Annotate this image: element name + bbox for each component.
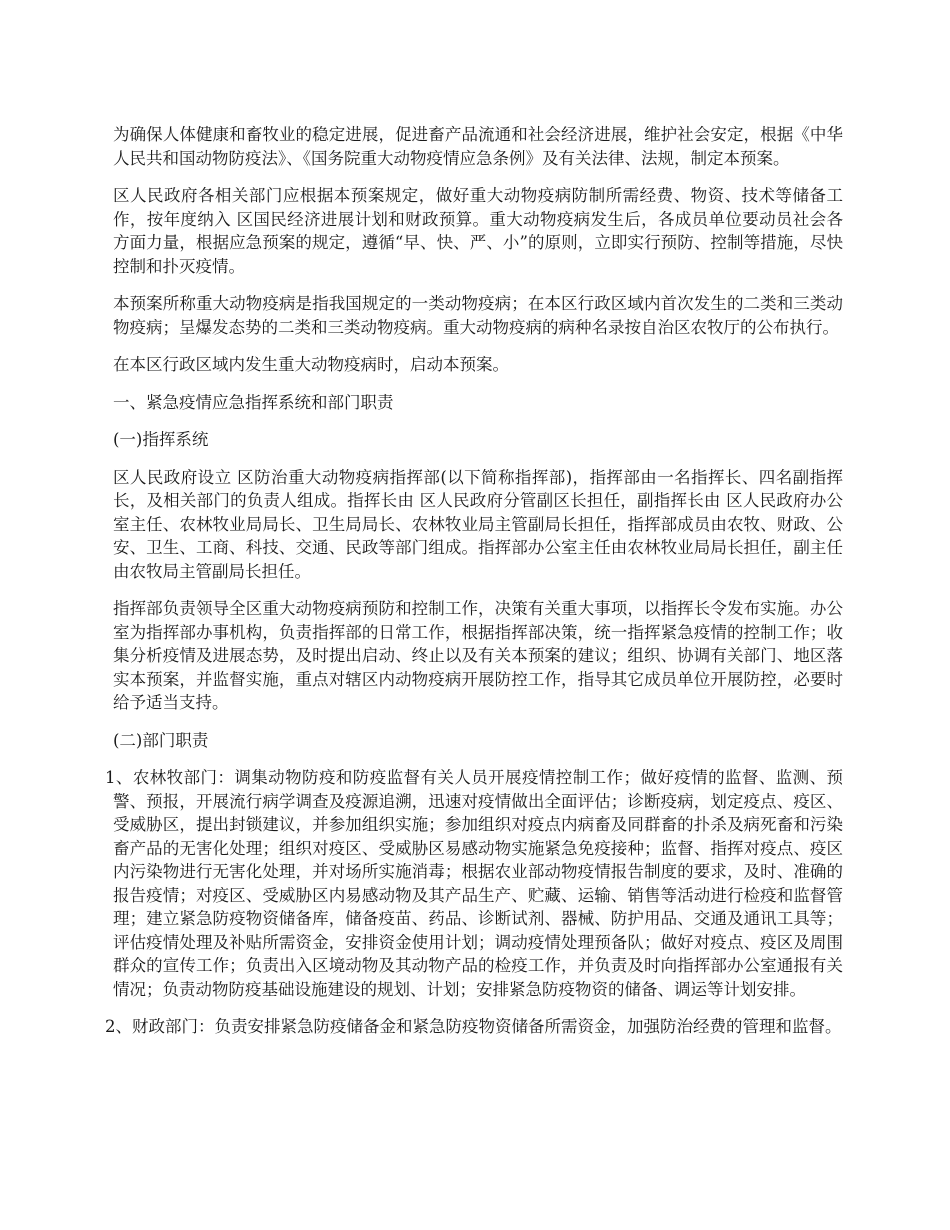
- subsection-heading-departments: (二)部门职责: [113, 730, 209, 750]
- section-heading-command-system: 一、紧急疫情应急指挥系统和部门职责: [113, 392, 394, 412]
- definition-paragraph: 本预案所称重大动物疫病是指我国规定的一类动物疫病；在本区行政区域内首次发生的二类和三类动物疫病；呈爆发态势的二类和三类动物疫病。重大动物疫病的病种名录按自治区农牧厅的公布执行。: [113, 294, 843, 337]
- command-structure-paragraph: 区人民政府设立 区防治重大动物疫病指挥部(以下简称指挥部)，指挥部由一名指挥长、四名副指挥长，及相关部门的负责人组成。指挥长由 区人民政府分管副区长担任，副指挥长由 区人民政府办公室主任、农林牧业局局长、卫生局局长、农林牧业局主管副局长担任，指挥部成员由农牧、财政、公安、卫生、工商、科技、交通、民政等部门组成。指挥部办公室主任由农林牧业局局长担任，副主任由农牧局主管副局长担任。: [113, 467, 843, 581]
- subsection-heading-command: (一)指挥系统: [113, 430, 209, 449]
- department-duty-agriculture: 1、农林牧部门：调集动物防疫和防疫监督有关人员开展疫情控制工作；做好疫情的监督、监测、预警、预报，开展流行病学调查及疫源追溯，迅速对疫情做出全面评估；诊断疫病，划定疫点、疫区、受威胁区，提出封锁建议，并参加组织实施；参加组织对疫点内病畜及同群畜的扑杀及病死畜和污染畜产品的无害化处理；组织对疫区、受威胁区易感动物实施紧急免疫接种；监督、指挥对疫点、疫区内污染物进行无害化处理，并对场所实施消毒；根据农业部动物疫情报告制度的要求，及时、准确的报告疫情；对疫区、受威胁区内易感动物及其产品生产、贮藏、运输、销售等活动进行检疫和监督管理；建立紧急防疫物资储备库，储备疫苗、药品、诊断试剂、器械、防护用品、交通及通讯工具等；评估疫情处理及补贴所需资金，安排资金使用计划；调动疫情处理预备队；做好对疫点、疫区及周围群众的宣传工作；负责出入区境动物及其动物产品的检疫工作，并负责及时向指挥部办公室通报有关情况；负责动物防疫基础设施建设的规划、计划；安排紧急防疫物资的储备、调运等计划安排。: [105, 768, 843, 999]
- activation-paragraph: 在本区行政区域内发生重大动物疫病时，启动本预案。: [113, 355, 509, 374]
- command-duties-paragraph: 指挥部负责领导全区重大动物疫病预防和控制工作，决策有关重大事项，以指挥长令发布实施。办公室为指挥部办事机构，负责指挥部的日常工作，根据指挥部决策，统一指挥紧急疫情的控制工作；收集分析疫情及进展态势，及时提出启动、终止以及有关本预案的建议；组织、协调有关部门、地区落实本预案，并监督实施，重点对辖区内动物疫病开展防控工作，指导其它成员单位开展防控，必要时给予适当支持。: [113, 599, 843, 712]
- department-duty-finance: 2、财政部门：负责安排紧急防疫储备金和紧急防疫物资储备所需资金，加强防治经费的管理和监督。: [105, 1017, 842, 1036]
- intro-paragraph-purpose: 为确保人体健康和畜牧业的稳定进展，促进畜产品流通和社会经济进展，维护社会安定，根据《中华人民共和国动物防疫法》、《国务院重大动物疫情应急条例》及有关法律、法规，制定本预案。: [113, 125, 843, 168]
- document-body: [105, 123, 843, 1053]
- intro-paragraph-preparation: 区人民政府各相关部门应根据本预案规定，做好重大动物疫病防制所需经费、物资、技术等储备工作，按年度纳入 区国民经济进展计划和财政预算。重大动物疫病发生后，各成员单位要动员社会各方面力量，根据应急预案的规定，遵循“早、快、严、小”的原则，立即实行预防、控制等措施，尽快控制和扑灭疫情。: [113, 186, 843, 276]
